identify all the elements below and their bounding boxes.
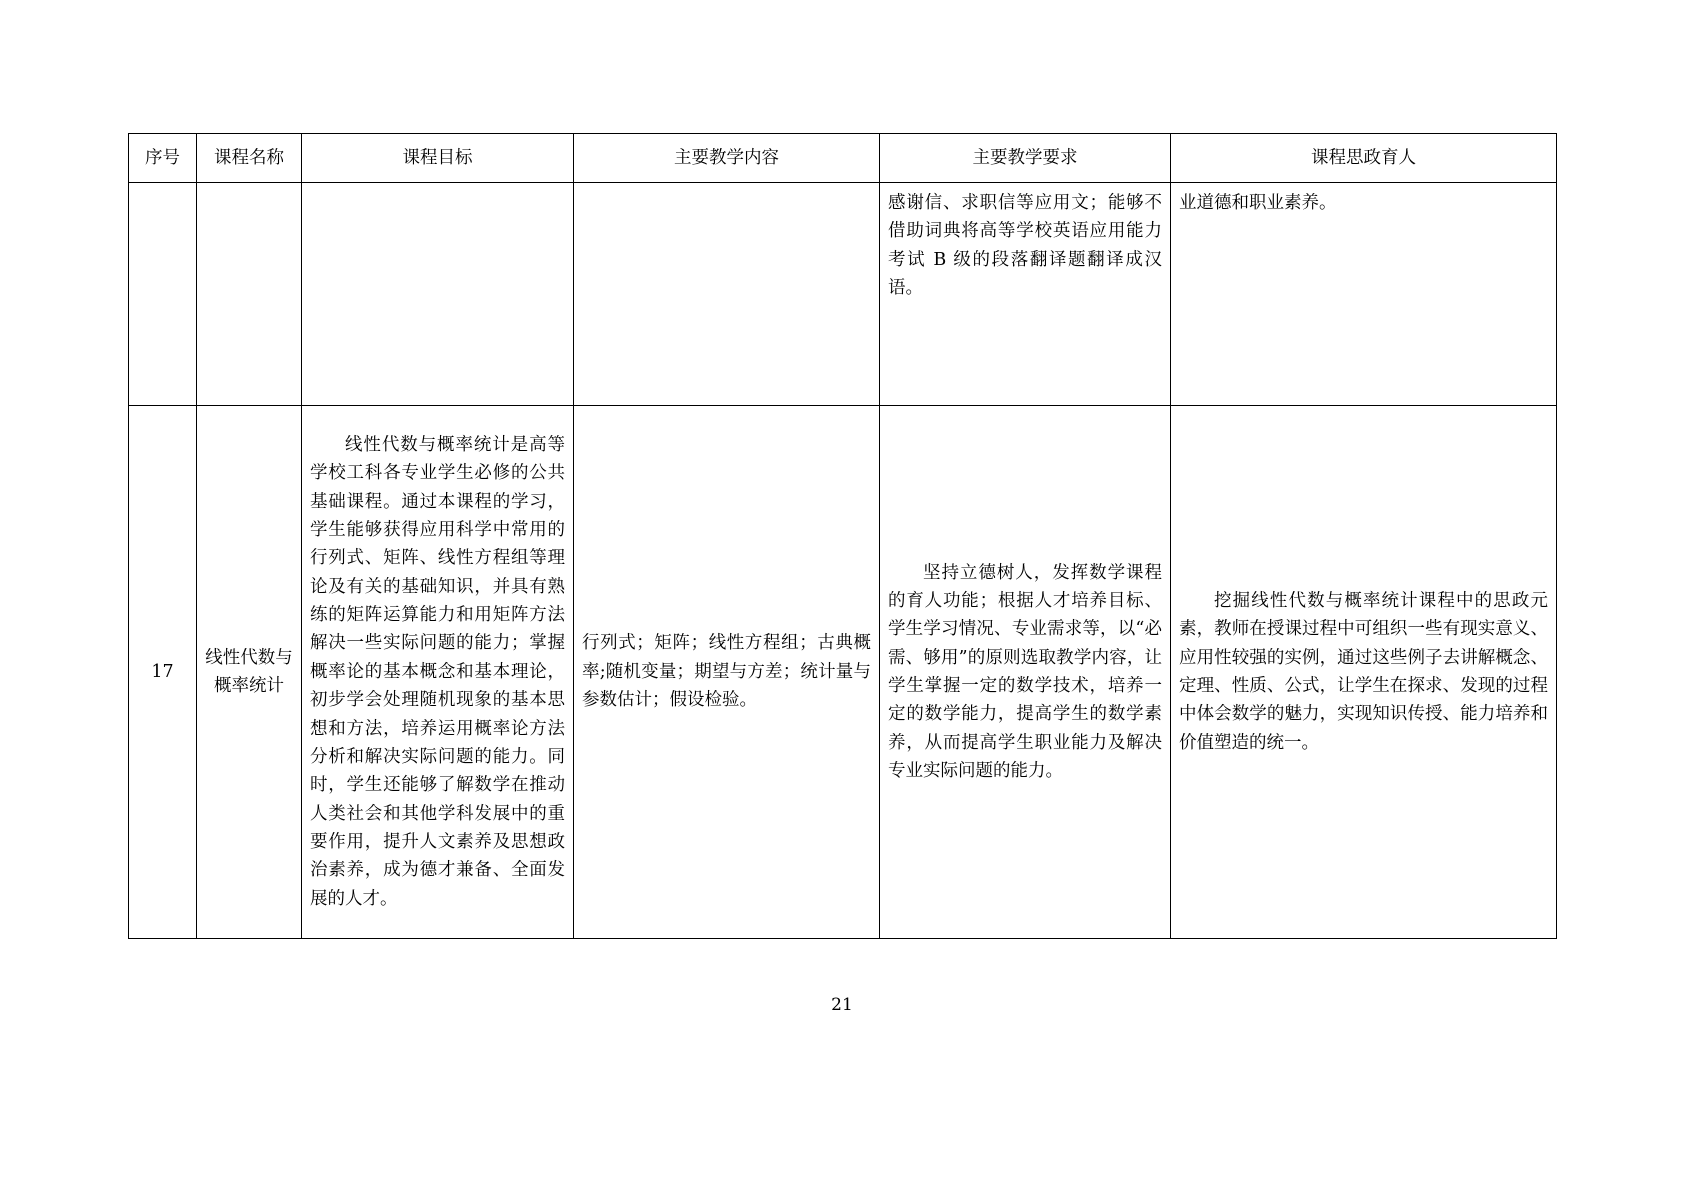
column-header-no: 序号 (129, 134, 197, 183)
cell-ideological-education (1171, 406, 1557, 939)
cell-course-goal-text: 线性代数与概率统计是高等学校工科各专业学生必修的公共基础课程。通过本课程的学习，学生能够获得应用科学中常用的行列式、矩阵、线性方程组等理论及有关的基础知识，并具有熟练的矩阵运算能力和用矩阵方法解决一些实际问题的能力；掌握概率论的基本概念和基本理论，初步学会处理随机现象的基本思想和方法，培养运用概率论方法分析和解决实际问题的能力。同时，学生还能够了解数学在推动人类社会和其他学科发展中的重要作用，提升人文素养及思想政治素养，成为德才兼备、全面发展的人才。 (310, 435, 565, 909)
cell-ideological-education-text: 业道德和职业素养。 (1179, 193, 1337, 213)
column-header-teaching-content: 主要教学内容 (574, 134, 880, 183)
cell-course-name (197, 183, 302, 406)
table-header-row (129, 134, 1557, 183)
cell-teaching-content (574, 406, 880, 939)
table-header (129, 134, 1557, 183)
cell-teaching-content (574, 183, 880, 406)
cell-no (129, 183, 197, 406)
cell-teaching-requirement (880, 406, 1171, 939)
table-body (129, 183, 1557, 939)
table-row (129, 406, 1557, 939)
cell-teaching-requirement-text: 感谢信、求职信等应用文；能够不借助词典将高等学校英语应用能力考试 B 级的段落翻译题翻译成汉语。 (888, 193, 1162, 299)
table-row (129, 183, 1557, 406)
cell-no: 17 (129, 406, 197, 939)
column-header-course-goal: 课程目标 (302, 134, 574, 183)
cell-course-goal (302, 183, 574, 406)
course-table (128, 133, 1557, 939)
cell-course-goal (302, 406, 574, 939)
column-header-teaching-requirement: 主要教学要求 (880, 134, 1171, 183)
cell-teaching-requirement-text: 坚持立德树人，发挥数学课程的育人功能；根据人才培养目标、学生学习情况、专业需求等，以“必需、够用”的原则选取教学内容，让学生掌握一定的数学技术，培养一定的数学能力，提高学生的数学素养，从而提高学生职业能力及解决专业实际问题的能力。 (888, 562, 1162, 782)
cell-ideological-education-text: 挖掘线性代数与概率统计课程中的思政元素，教师在授课过程中可组织一些有现实意义、应用性较强的实例，通过这些例子去讲解概念、定理、性质、公式，让学生在探求、发现的过程中体会数学的魅力，实现知识传授、能力培养和价值塑造的统一。 (1179, 590, 1548, 753)
column-header-course-name: 课程名称 (197, 134, 302, 183)
cell-ideological-education (1171, 183, 1557, 406)
page-number: 21 (831, 995, 853, 1015)
column-header-ideological-education: 课程思政育人 (1171, 134, 1557, 183)
cell-teaching-requirement (880, 183, 1171, 406)
cell-teaching-content-text: 行列式；矩阵；线性方程组；古典概率;随机变量；期望与方差；统计量与参数估计；假设检验。 (582, 633, 871, 711)
cell-course-name: 线性代数与概率统计 (197, 406, 302, 939)
